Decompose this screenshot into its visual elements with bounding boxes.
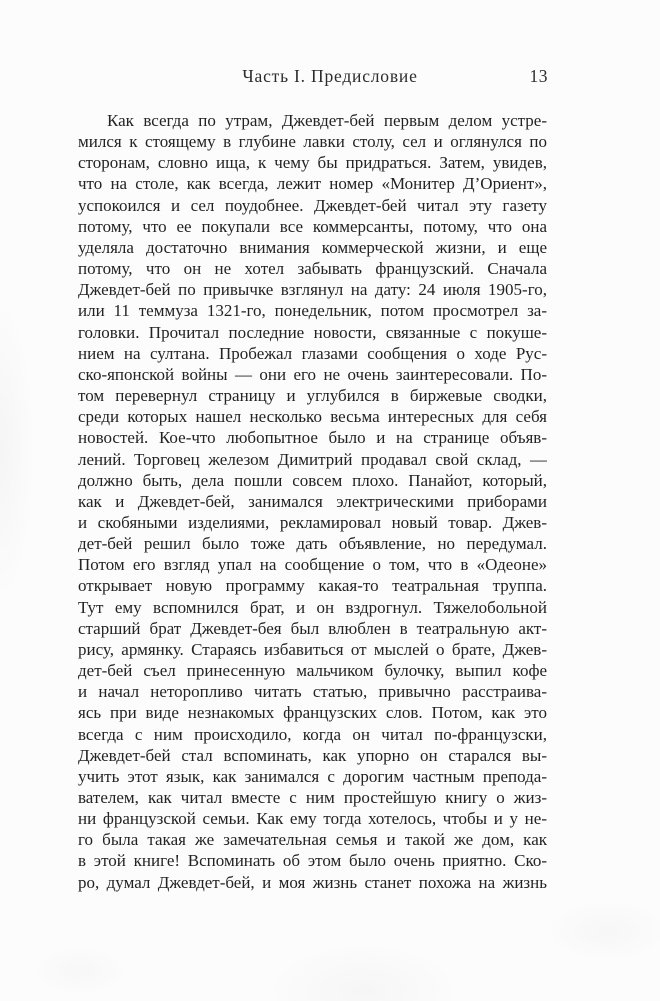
text-line: сторонам, словно ища, к чему бы придраться. Затем, увидев, <box>78 153 547 173</box>
page-header <box>0 66 660 88</box>
text-line: рису, армянку. Стараясь избавиться от мыслей о брате, Джев- <box>78 639 547 659</box>
text-line: ясь при виде незнакомых французских слов. Потом, как это <box>78 703 547 723</box>
text-line: учить этот язык, как занимался с дорогим частным препода- <box>78 766 547 786</box>
text-line: Джевдет-бей стал вспоминать, как упорно он старался вы- <box>78 745 547 765</box>
text-line: всегда с ним происходило, когда он читал по-французски, <box>78 724 547 744</box>
text-line: открывает новую программу какая-то театральная труппа. <box>78 576 547 596</box>
text-line: мился к стоящему в глубине лавки столу, сел и оглянулся по <box>78 132 547 152</box>
text-line: как и Джевдет-бей, занимался электрическими приборами <box>78 491 547 511</box>
text-line: потому, что ее покупали все коммерсанты, потому, что она <box>78 216 547 236</box>
text-line: или 11 теммуза 1321-го, понедельник, потом просмотрел за- <box>78 301 547 321</box>
text-line: Как всегда по утрам, Джевдет-бей первым делом устре- <box>107 111 547 130</box>
text-line: ни французской семьи. Как ему тогда хотелось, чтобы и у не- <box>78 809 547 829</box>
text-line: и скобяными изделиями, рекламировал новый товар. Джев- <box>78 512 547 532</box>
text-line: в этой книге! Вспоминать об этом было очень приятно. Ско- <box>78 851 547 871</box>
text-line: новостей. Кое-что любопытное было и на странице объяв- <box>78 428 547 448</box>
text-line: что на столе, как всегда, лежит номер «Монитер Д’Ориент», <box>78 174 547 194</box>
text-line: лений. Торговец железом Димитрий продавал свой склад, — <box>78 449 547 469</box>
text-line: головки. Прочитал последние новости, связанные с покуше- <box>78 322 547 342</box>
text-line: и начал неторопливо читать статью, привычно расстраива- <box>78 682 547 702</box>
text-line: дет-бей решил было тоже дать объявление, но передумал. <box>78 534 547 554</box>
text-line: старший брат Джевдет-бея был влюблен в театральную акт- <box>78 618 547 638</box>
text-line: дет-бей съел принесенную мальчиком булочку, выпил кофе <box>78 661 547 681</box>
text-line: потому, что он не хотел забывать французский. Сначала <box>78 259 547 279</box>
text-line: го была такая же замечательная семья и такой же дом, как <box>78 830 547 850</box>
body-text <box>78 110 547 893</box>
text-line: Потом его взгляд упал на сообщение о том, что в «Одеоне» <box>78 555 547 575</box>
text-line: уделяла достаточно внимания коммерческой жизни, и еще <box>78 237 547 257</box>
running-title: Часть I. Предисловие <box>242 66 418 86</box>
text-line: должно быть, дела пошли совсем плохо. Панайот, который, <box>78 470 547 490</box>
page-number: 13 <box>529 66 548 86</box>
text-line: успокоился и сел поудобнее. Джевдет-бей читал эту газету <box>78 195 547 215</box>
text-line: вателем, как читал вместе с ним простейшую книгу о жиз- <box>78 788 547 807</box>
text-line: том перевернул страницу и углубился в биржевые сводки, <box>78 386 547 406</box>
text-line: Тут ему вспомнился брат, и он вздрогнул. Тяжелобольной <box>78 597 547 617</box>
text-line: Джевдет-бей по привычке взглянул на дату: 24 июля 1905-го, <box>78 280 547 300</box>
text-line: ско-японской войны — они его не очень заинтересовали. По- <box>78 364 547 384</box>
text-line: ро, думал Джевдет-бей, и моя жизнь станет похожа на жизнь <box>78 872 547 892</box>
text-line: среди которых нашел несколько весьма интересных для себя <box>78 407 547 427</box>
text-line: нием на султана. Пробежал глазами сообщения о ходе Рус- <box>78 343 547 363</box>
